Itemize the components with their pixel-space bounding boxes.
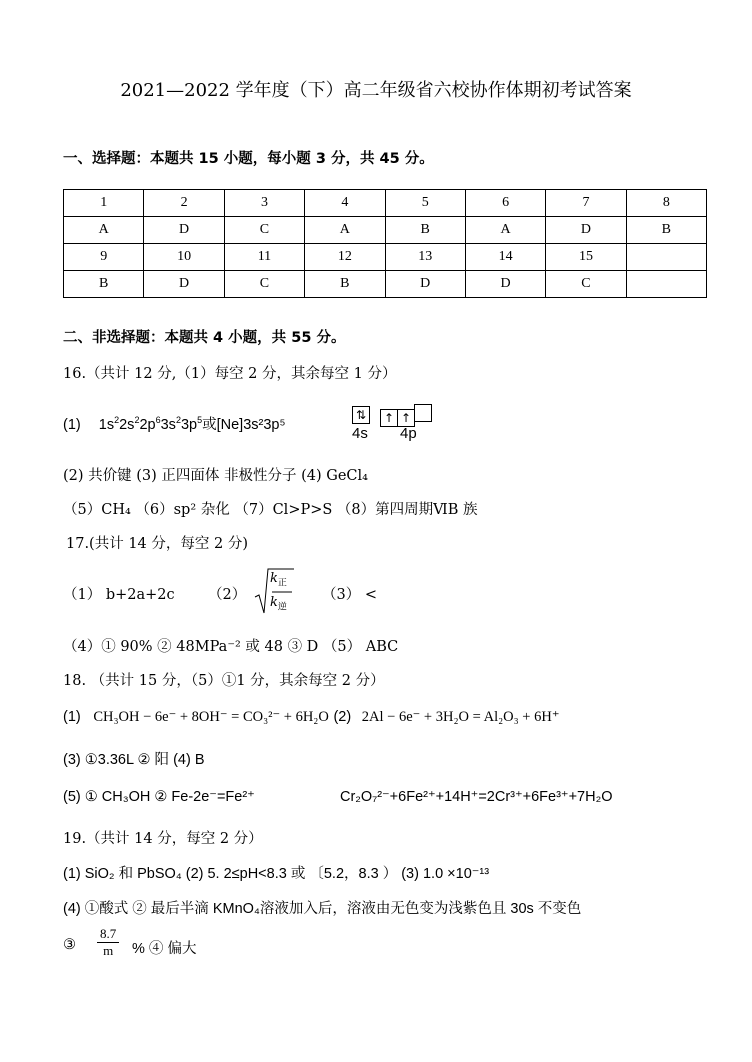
table-cell: D [546, 217, 626, 244]
q16-line2: (2) 共价键 (3) 正四面体 非极性分子 (4) GeCl₄ [63, 468, 368, 484]
table-cell: B [385, 217, 465, 244]
table-cell: C [546, 271, 626, 298]
table-cell: 12 [305, 244, 385, 271]
table-cell: A [64, 217, 144, 244]
q18-equation1: CH₃OH − 6e⁻ + 8OH⁻ = CO₃²⁻ + 6H₂O [93, 709, 329, 725]
orbital-up-down-arrows-icon: ⇅ [352, 406, 370, 424]
q18-part1-number: (1) [63, 709, 81, 725]
q16-config: $1s^22s^22p^63s^23p^5$ [98, 415, 203, 433]
table-row [64, 190, 707, 217]
table-cell: 8 [626, 190, 706, 217]
q16-line3: （5）CH₄ （6）sp² 杂化 （7）Cl>P>S （8）第四周期ⅥB 族 [63, 502, 478, 518]
page-title: 2021—2022 学年度（下）高二年级省六校协作体期初考试答案 [120, 80, 632, 101]
percent-fraction [97, 926, 119, 959]
table-cell: B [305, 271, 385, 298]
table-cell: 13 [385, 244, 465, 271]
orbital-label-4s: 4s [352, 425, 368, 442]
q16-part1 [63, 413, 285, 434]
table-cell: A [465, 217, 545, 244]
q16-config-alt: 或[Ne]3s²3p⁵ [202, 417, 286, 433]
fraction-denominator: m [103, 943, 114, 958]
orbital-4p-boxes [380, 404, 432, 425]
q18-equation2: 2Al − 6e⁻ + 3H₂O = Al₂O₃ + 6H⁺ [361, 709, 560, 725]
orbital-4s-box [352, 404, 370, 422]
table-row [64, 244, 707, 271]
q18-line3a: (5) ① CH₃OH ② Fe-2e⁻=Fe²⁺ [63, 789, 255, 805]
table-cell: D [144, 217, 224, 244]
table-cell: A [305, 217, 385, 244]
table-row [64, 271, 707, 298]
table-cell: 9 [64, 244, 144, 271]
orbital-empty-box [414, 404, 432, 422]
q17-line2: （4）① 90% ② 48MPa⁻² 或 48 ③ D （5） ABC [63, 639, 399, 655]
table-cell: 11 [224, 244, 304, 271]
table-cell: D [144, 271, 224, 298]
q18-header: 18. （共计 15 分，（5）①1 分，其余每空 2 分） [63, 673, 385, 689]
q16-part1-number: (1) [63, 417, 81, 433]
q18-line2: (3) ①3.36L ② 阳 (4) B [63, 752, 205, 768]
q19-part3-marker: ③ [63, 937, 76, 953]
table-cell: 5 [385, 190, 465, 217]
q16-header: 16.（共计 12 分,（1）每空 2 分，其余每空 1 分） [63, 366, 397, 382]
table-row [64, 217, 707, 244]
q19-line1: (1) SiO₂ 和 PbSO₄ (2) 5. 2≤pH<8.3 或 〔5.2，8.3 ） (3) 1.0 ×10⁻¹³ [63, 866, 490, 882]
table-cell: C [224, 217, 304, 244]
q18-line1 [63, 709, 560, 726]
table-cell: 6 [465, 190, 545, 217]
section1-heading: 一、选择题：本题共 15 小题，每小题 3 分，共 45 分。 [63, 151, 434, 167]
table-cell: C [224, 271, 304, 298]
q18-part2-number: (2) [333, 709, 352, 725]
orbital-up-arrow-icon: ↑ [397, 409, 415, 427]
fraction-numerator: 8.7 [97, 926, 119, 943]
table-cell: 4 [305, 190, 385, 217]
table-cell: 15 [546, 244, 626, 271]
q17-part2: （2） [208, 587, 247, 603]
q19-header: 19.（共计 14 分，每空 2 分） [63, 831, 263, 847]
orbital-label-4p: 4p [400, 425, 417, 442]
answer-table [63, 189, 707, 298]
section2-heading: 二、非选择题：本题共 4 小题，共 55 分。 [63, 330, 346, 346]
table-cell: B [626, 217, 706, 244]
table-cell: 3 [224, 190, 304, 217]
table-cell: D [465, 271, 545, 298]
rate-constant-reverse: $k_逆$ [270, 595, 287, 613]
q18-dichromate-equation: Cr₂O₇²⁻+6Fe²⁺+14H⁺=2Cr³⁺+6Fe³⁺+7H₂O [340, 789, 613, 805]
table-cell: 2 [144, 190, 224, 217]
q17-part3: （3） < [322, 587, 377, 603]
rate-constant-forward: $k_正$ [270, 571, 287, 589]
q17-header: 17.(共计 14 分，每空 2 分) [66, 536, 248, 552]
table-cell: B [64, 271, 144, 298]
table-cell [626, 244, 706, 271]
table-cell: 14 [465, 244, 545, 271]
table-cell: 10 [144, 244, 224, 271]
q19-line3b: % ④ 偏大 [132, 941, 197, 957]
table-cell: 1 [64, 190, 144, 217]
q19-line2: (4) ①酸式 ② 最后半滴 KMnO₄溶液加入后，溶液由无色变为浅紫色且 30s 不变色 [63, 901, 582, 917]
table-cell: 7 [546, 190, 626, 217]
orbital-up-arrow-icon: ↑ [380, 409, 398, 427]
table-cell: D [385, 271, 465, 298]
q17-part1: （1） b+2a+2c [63, 587, 175, 603]
table-cell [626, 271, 706, 298]
